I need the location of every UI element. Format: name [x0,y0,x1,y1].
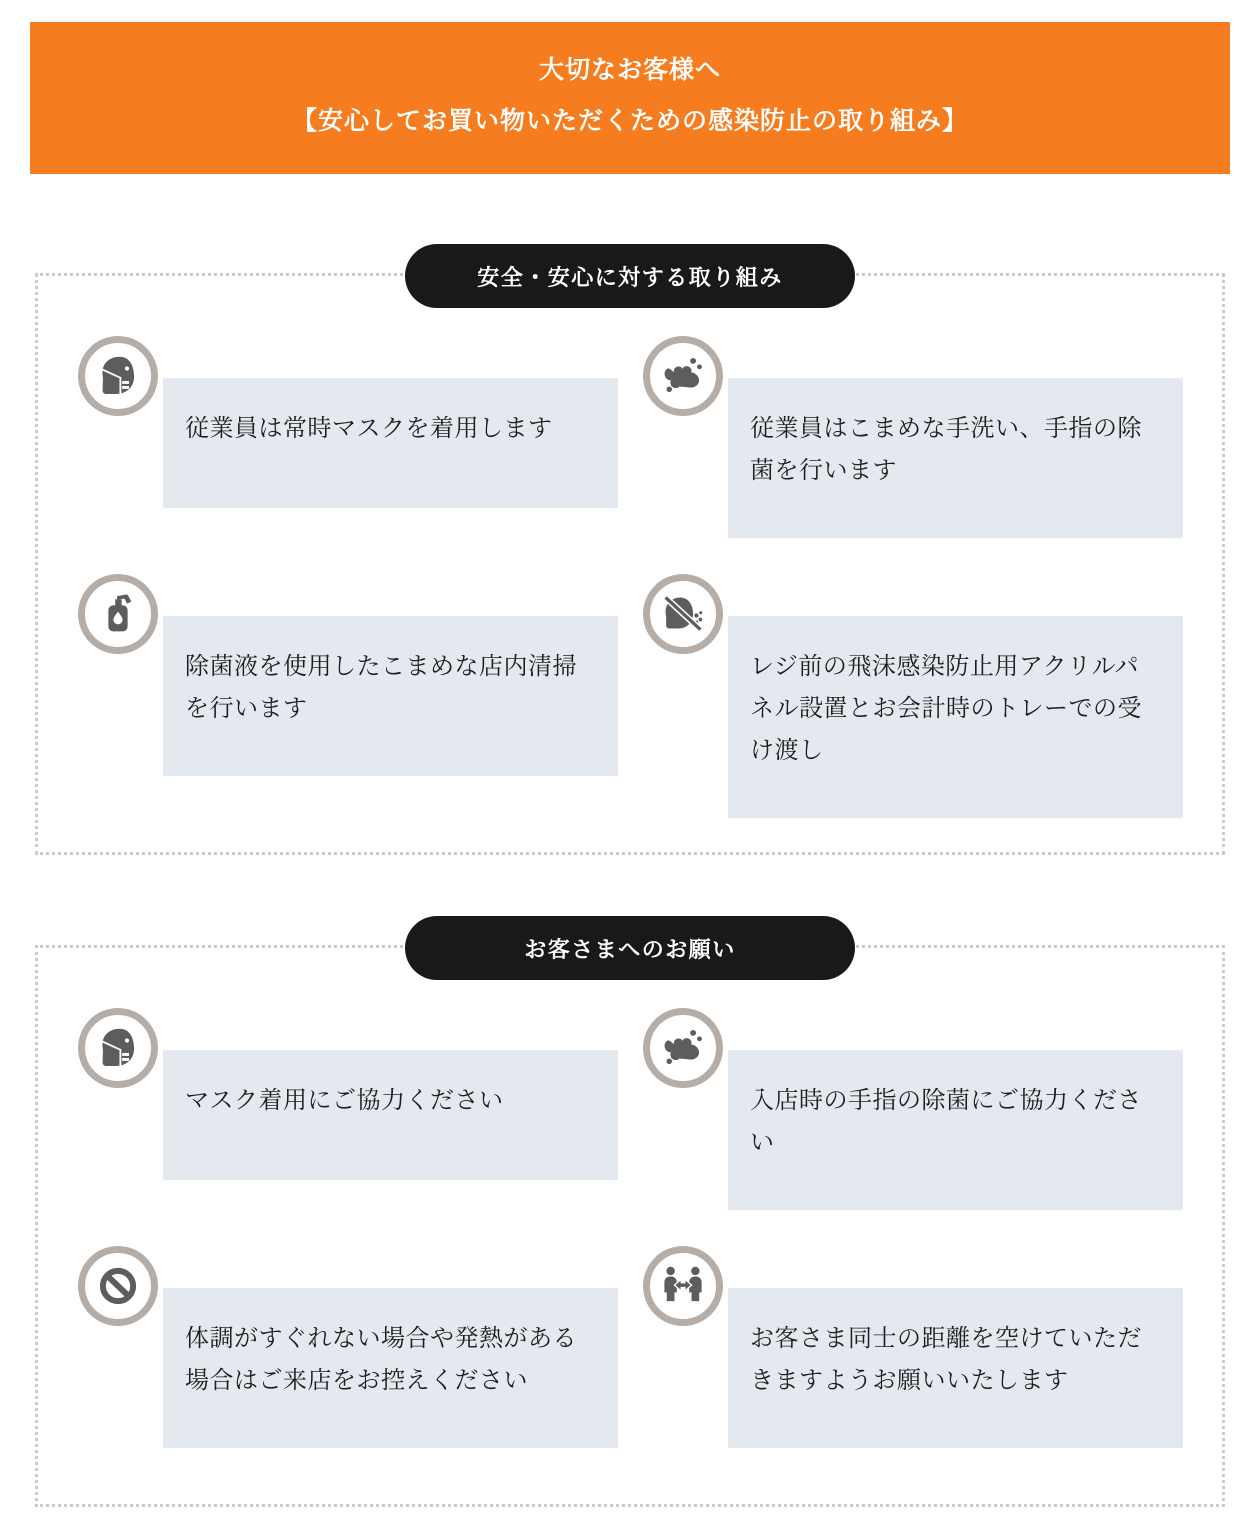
request-text: 体調がすぐれない場合や発熱がある場合はご来店をお控えください [163,1288,618,1448]
measure-text: 従業員はこまめな手洗い、手指の除菌を行います [728,378,1183,538]
list-item [643,574,1183,818]
request-items-grid [78,1008,1183,1448]
sanitizer-bottle-icon [78,574,158,654]
list-item [78,1008,618,1210]
list-item [78,574,618,818]
banner-title: 大切なお客様へ [538,56,721,84]
social-distance-icon [643,1246,723,1326]
notice-banner [30,22,1230,174]
bottom-spacer [0,1507,1260,1531]
section-safety-measures [35,264,1225,855]
list-item [643,1246,1183,1448]
banner-subtitle: 【安心してお買い物いただくための感染防止の取り組み】 [291,107,968,135]
hand-wash-icon [643,336,723,416]
measure-text: レジ前の飛沫感染防止用アクリルパネル設置とお会計時のトレーでの受け渡し [728,616,1183,818]
list-item [78,1246,618,1448]
hand-wash-icon [643,1008,723,1088]
section-requests-pill: お客さまへのお願い [405,916,855,980]
droplet-block-icon [643,574,723,654]
list-item [643,336,1183,538]
list-item [643,1008,1183,1210]
section-customer-requests [35,936,1225,1507]
mask-icon [78,336,158,416]
measure-text: 除菌液を使用したこまめな店内清掃を行います [163,616,618,776]
safety-items-grid [78,336,1183,818]
measure-text: 従業員は常時マスクを着用します [163,378,618,508]
request-text: マスク着用にご協力ください [163,1050,618,1180]
section-safety-pill: 安全・安心に対する取り組み [405,244,855,308]
request-text: 入店時の手指の除菌にご協力ください [728,1050,1183,1210]
list-item [78,336,618,538]
prohibition-icon [78,1246,158,1326]
mask-icon [78,1008,158,1088]
request-text: お客さま同士の距離を空けていただきますようお願いいたします [728,1288,1183,1448]
